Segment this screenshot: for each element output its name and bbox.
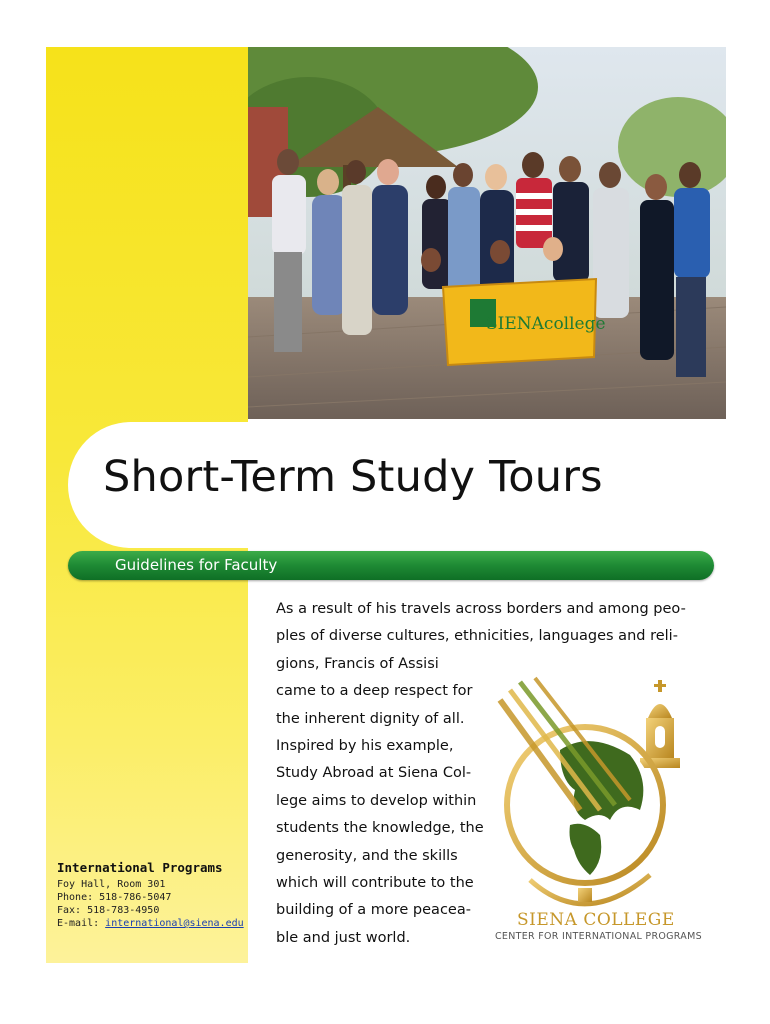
contact-phone: Phone: 518-786-5047	[57, 892, 172, 903]
paragraph-line: ples of diverse cultures, ethnicities, languages and reli-	[276, 628, 678, 645]
paragraph-line: As a result of his travels across borders and among peo-	[276, 601, 686, 617]
paragraph-line: Study Abroad at Siena Col-	[276, 765, 472, 782]
paragraph-line: Inspired by his example,	[276, 737, 454, 754]
page-title: Short-Term Study Tours	[103, 452, 603, 502]
paragraph-line: ble and just world.	[276, 929, 411, 946]
guidelines-bar-label: Guidelines for Faculty	[115, 556, 278, 574]
contact-email-label: E-mail:	[57, 918, 106, 929]
contact-address: Foy Hall, Room 301	[57, 879, 166, 890]
logo-subtitle: CENTER FOR INTERNATIONAL PROGRAMS	[495, 931, 702, 942]
contact-block	[57, 860, 244, 930]
paragraph-line: which will contribute to the	[276, 874, 474, 891]
paragraph-line: building of a more peacea-	[276, 902, 471, 919]
contact-heading: International Programs	[57, 860, 223, 875]
paragraph-line: students the knowledge, the	[276, 820, 484, 837]
group-photo	[248, 47, 726, 419]
contact-email-link[interactable]: international@siena.edu	[105, 918, 244, 929]
paragraph-line: generosity, and the skills	[276, 847, 458, 864]
contact-email-line	[57, 917, 244, 930]
paragraph-line: lege aims to develop within	[276, 792, 477, 809]
logo-college-name: SIENA COLLEGE	[517, 910, 675, 930]
paragraph-line: the inherent dignity of all.	[276, 710, 465, 727]
paragraph-line: gions, Francis of Assisi	[276, 655, 439, 672]
photo-banner-text: SIENAcollege	[486, 314, 606, 334]
contact-fax: Fax: 518-783-4950	[57, 905, 160, 916]
paragraph-line: came to a deep respect for	[276, 683, 473, 700]
